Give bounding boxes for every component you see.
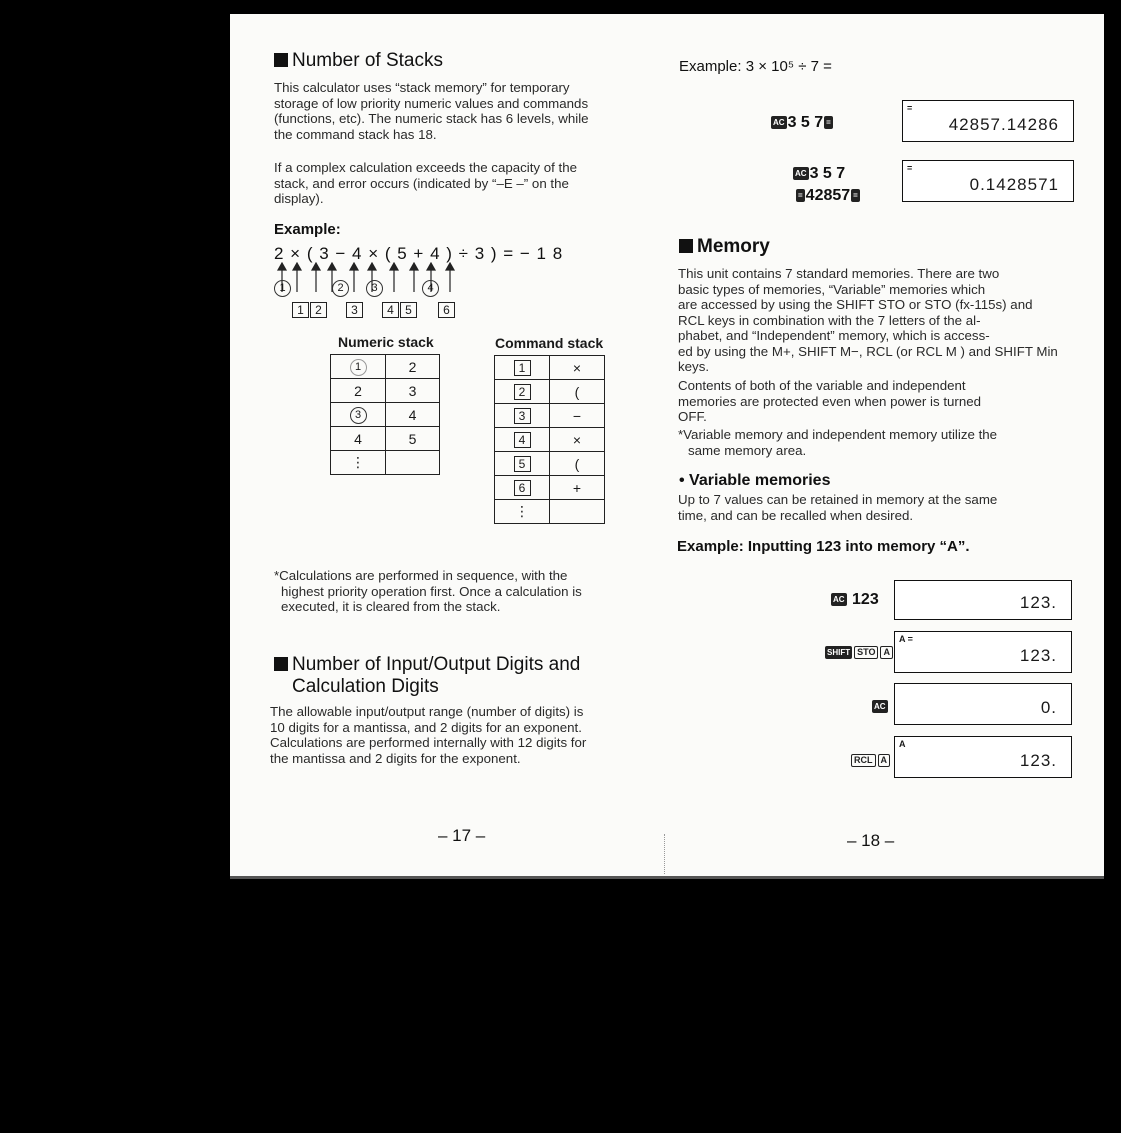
table-row <box>495 476 605 500</box>
text-line: memories are protected even when power is turned <box>678 393 982 409</box>
display-value: 0. <box>1040 698 1057 717</box>
example-2-heading: Example: Inputting 123 into memory “A”. <box>677 538 970 555</box>
stack-level: 6 <box>514 480 531 496</box>
text-line: The allowable input/output range (number of digits) is <box>270 704 584 719</box>
ac-key-icon: AC <box>773 118 785 128</box>
text-line: 10 digits for a mantissa, and 2 digits for an exponent. <box>270 719 582 735</box>
calculator-display-4 <box>894 631 1072 673</box>
example-expression: 2 × ( 3 − 4 × ( 5 + 4 ) ÷ 3 ) = − 1 8 <box>274 244 564 263</box>
calculator-display-2 <box>902 160 1074 202</box>
stack-level: 3 <box>350 407 367 424</box>
table-row <box>331 451 440 475</box>
text-line: OFF. <box>678 409 707 424</box>
memory-paragraph-2 <box>678 378 1078 425</box>
table-row <box>331 355 440 379</box>
stack-command <box>550 500 605 524</box>
text-line: stack, and error occurs (indicated by “–E –” on the <box>274 175 569 191</box>
key-sequence-1 <box>770 114 834 132</box>
box-marker: 5 <box>400 302 417 318</box>
display-value: 123. <box>1019 751 1057 770</box>
memory-note <box>678 427 1078 458</box>
text-line: the command stack has 18. <box>274 126 437 142</box>
text-line: *Calculations are performed in sequence, with the <box>274 568 568 583</box>
calculator-display-6 <box>894 736 1072 778</box>
digits-heading <box>274 654 580 698</box>
display-value: 42857.14286 <box>948 115 1059 134</box>
ac-key-icon: AC <box>833 595 845 605</box>
key-sequence-4 <box>824 644 894 662</box>
stack-level: ⋮ <box>495 500 550 524</box>
text-line: highest priority operation first. Once a calculation is <box>281 583 582 599</box>
circle-marker: 3 <box>366 280 383 297</box>
stack-value: 4 <box>386 403 440 427</box>
rcl-key-icon: RCL <box>851 754 876 767</box>
text-line: If a complex calculation exceeds the capacity of the <box>274 160 578 175</box>
box-marker: 6 <box>438 302 455 318</box>
display-value: 0.1428571 <box>969 175 1059 194</box>
command-stack-header: Command stack <box>495 335 604 351</box>
text-line: Up to 7 values can be retained in memory at the same <box>678 492 998 507</box>
table-row <box>495 404 605 428</box>
equals-key-icon: = <box>798 191 803 201</box>
page-gutter <box>664 834 666 874</box>
text-line: This unit contains 7 standard memories. There are two <box>678 266 1000 281</box>
stack-command: − <box>550 404 605 428</box>
text-line: keys. <box>678 359 710 374</box>
text-line: RCL keys in combination with the 7 letters of the al- <box>678 312 981 328</box>
stack-level: 2 <box>331 379 386 403</box>
display-indicator: A = <box>899 634 913 644</box>
box-marker: 4 <box>382 302 399 318</box>
ac-key-icon: AC <box>874 702 886 712</box>
text-line: storage of low priority numeric values and commands <box>274 95 589 111</box>
example-label: Example: <box>274 221 341 238</box>
text-line: executed, it is cleared from the stack. <box>281 599 501 614</box>
memory-paragraph <box>678 266 1078 375</box>
variable-memories-heading: • Variable memories <box>679 472 831 489</box>
text-line: (functions, etc). The numeric stack has 6 levels, while <box>274 111 589 126</box>
stacks-paragraph-1 <box>274 80 674 142</box>
display-indicator: = <box>907 163 913 173</box>
text-line: Calculations are performed internally with 12 digits for <box>270 735 587 750</box>
key-sequence-6 <box>850 752 891 770</box>
stacks-title: Number of Stacks <box>292 50 443 71</box>
shift-key-icon: SHIFT <box>827 648 851 658</box>
a-key-icon: A <box>880 646 893 659</box>
stack-command: + <box>550 476 605 500</box>
calculator-display-1 <box>902 100 1074 142</box>
page-bottom-edge <box>230 876 1104 879</box>
equals-key-icon: = <box>826 118 831 128</box>
table-row <box>495 356 605 380</box>
circle-marker: 1 <box>274 280 291 297</box>
numeric-stack-header: Numeric stack <box>338 334 434 350</box>
stack-level: 1 <box>350 359 367 376</box>
heading-bullet-icon <box>679 239 693 253</box>
key-sequence-3 <box>830 591 879 609</box>
stack-level: 5 <box>514 456 531 472</box>
display-indicator: = <box>907 103 913 113</box>
stack-command: ( <box>550 452 605 476</box>
text-line: phabet, and “Independent” memory, which is access- <box>678 328 990 343</box>
table-row <box>495 428 605 452</box>
a-key-icon: A <box>878 754 891 767</box>
page-number-right: – 18 – <box>847 831 895 850</box>
page-number-left: – 17 – <box>438 826 486 845</box>
box-marker: 2 <box>310 302 327 318</box>
stack-command: × <box>550 356 605 380</box>
manual-spread <box>230 14 1104 876</box>
table-row <box>495 500 605 524</box>
stacks-heading <box>274 50 443 72</box>
display-value: 123. <box>1019 646 1057 665</box>
stack-level: 1 <box>514 360 531 376</box>
text-line: the mantissa and 2 digits for the exponent. <box>270 750 521 766</box>
box-marker: 1 <box>292 302 309 318</box>
key-sequence-2 <box>792 163 861 207</box>
table-row <box>331 427 440 451</box>
text-line: ed by using the M+, SHIFT M−, RCL (or RCL M ) and SHIFT Min <box>678 343 1058 359</box>
box-marker: 3 <box>346 302 363 318</box>
circle-marker: 4 <box>422 280 439 297</box>
circled-markers <box>274 280 484 298</box>
stacks-paragraph-2 <box>274 160 674 207</box>
sequence-digits: 123 <box>852 591 879 608</box>
sto-key-icon: STO <box>854 646 878 659</box>
circle-marker: 2 <box>332 280 349 297</box>
calculator-display-3 <box>894 580 1072 620</box>
table-row <box>495 452 605 476</box>
stack-level: 3 <box>514 408 531 424</box>
calculator-display-5 <box>894 683 1072 725</box>
heading-bullet-icon <box>274 657 288 671</box>
stacks-note <box>274 568 674 615</box>
memory-title: Memory <box>697 236 770 257</box>
table-row <box>331 403 440 427</box>
command-stack-table <box>494 355 605 524</box>
example-1-heading: Example: 3 × 10⁵ ÷ 7 = <box>679 58 832 75</box>
sequence-digits: 3 5 7 <box>809 165 846 182</box>
text-line: are accessed by using the SHIFT STO or STO (fx-115s) and <box>678 297 1033 312</box>
memory-heading <box>679 236 770 258</box>
digits-title-line-1: Number of Input/Output Digits and <box>292 654 581 675</box>
stack-level: 4 <box>331 427 386 451</box>
numeric-stack-table <box>330 354 440 475</box>
sequence-digits: 3 5 7 <box>787 114 824 131</box>
stack-command: × <box>550 428 605 452</box>
digits-paragraph <box>270 704 670 766</box>
text-line: same memory area. <box>688 442 807 458</box>
text-line: basic types of memories, “Variable” memories which <box>678 281 986 297</box>
table-row <box>331 379 440 403</box>
equals-key-icon: = <box>853 191 858 201</box>
display-value: 123. <box>1019 593 1057 612</box>
heading-bullet-icon <box>274 53 288 67</box>
stack-level: 2 <box>514 384 531 400</box>
display-indicator: A <box>899 739 906 749</box>
table-row <box>495 380 605 404</box>
stack-value: 5 <box>386 427 440 451</box>
text-line: This calculator uses “stack memory” for temporary <box>274 80 570 95</box>
text-line: time, and can be recalled when desired. <box>678 507 914 523</box>
stack-level: ⋮ <box>331 451 386 475</box>
stack-command: ( <box>550 380 605 404</box>
text-line: *Variable memory and independent memory utilize the <box>678 427 998 442</box>
digits-title-line-2: Calculation Digits <box>292 676 439 697</box>
ac-key-icon: AC <box>795 169 807 179</box>
sequence-digits: 42857 <box>805 187 851 204</box>
key-sequence-5 <box>871 698 889 716</box>
stack-value: 2 <box>386 355 440 379</box>
text-line: Contents of both of the variable and independent <box>678 378 966 393</box>
boxed-markers <box>292 302 492 320</box>
stack-level: 4 <box>514 432 531 448</box>
stack-value <box>386 451 440 475</box>
variable-memories-paragraph <box>678 492 1078 523</box>
text-line: display). <box>274 191 324 206</box>
stack-value: 3 <box>386 379 440 403</box>
